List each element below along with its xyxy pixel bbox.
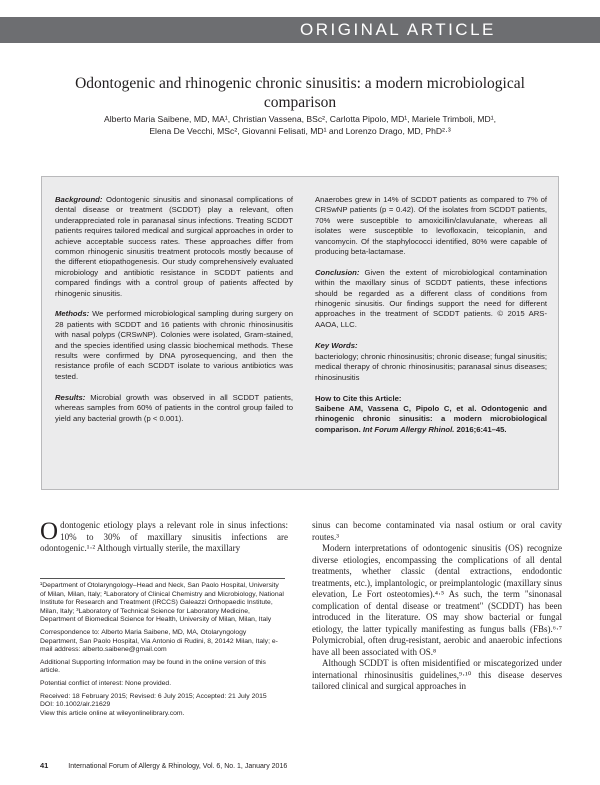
author-list [40, 113, 560, 137]
body-left-column [40, 520, 288, 555]
body-paragraph-3: Although SCDDT is often misidentified or miscategorized under international rhinosinusitis guidelines,⁹·¹⁰ this disease deserves tailored clinical and surgical approaches in [312, 658, 562, 691]
body-paragraph-2: Modern interpretations of odontogenic sinusitis (OS) recognize diverse etiologies, encompassing the complications of all dental treatments, whether classic (dental extractions, endodontic treatments, etc.), implantologic, or preimplantologic (maxillary sinus elevation, Le Fort osteotomies).⁴·⁵ As such, the term "sinonasal complication of dental disease or treatment" (SCDDT) has been introduced in the literature. OS may show bacterial or fungal etiology, the latter typically manifesting as fungus balls (FBs).⁶·⁷ Polymicrobial, often drug-resistant, aerobic and anaerobic infections have all been associated with OS.⁸ [312, 543, 562, 657]
correspondence: Correspondence to: Alberto Maria Saibene, MD, MA, Otolaryngology Department, San Paolo Hospital, Via Antonio di Rudini, 8, 20142 Milan, Italy; e-mail address: alberto.saibene@gmail.com [40, 628, 278, 654]
intro-text: dontogenic etiology plays a relevant role in sinus infections: 10% to 30% of maxillary sinusitis infections are odontogenic.¹·² Although virtually sterile, the maxillary [40, 520, 288, 553]
author-line-2: Elena De Vecchi, MSc², Giovanni Felisati, MD¹ and Lorenzo Drago, MD, PhD²·³ [149, 126, 451, 136]
body-paragraph-1: sinus can become contaminated via nasal ostium or oral cavity routes.³ [312, 520, 562, 542]
body-right-column [312, 520, 562, 693]
footnotes [40, 578, 285, 718]
intro-paragraph [40, 520, 288, 555]
cite-tail: 2016;6:41–45. [456, 424, 507, 434]
keywords-text: bacteriology; chronic rhinosinusitis; chronic disease; fungal sinusitis; medical therapy of chronic rhinosinusitis; paranasal sinus diseases; rhinosinusitis [315, 352, 547, 382]
results-text: Microbial growth was observed in all SCDDT patients, whereas samples from 60% of patients in the control group failed to yield any bacterial growth (p < 0.001). [55, 392, 293, 423]
conflict-of-interest: Potential conflict of interest: None provided. [40, 679, 172, 687]
journal-info: International Forum of Allergy & Rhinology, Vol. 6, No. 1, January 2016 [68, 763, 288, 770]
abstract-conclusion [315, 268, 547, 330]
abstract-methods [55, 309, 293, 382]
doi: DOI: 10.1002/alr.21629 [40, 701, 111, 709]
abstract-left-column [55, 195, 293, 434]
page-footer [40, 761, 560, 770]
cite-text: Saibene AM, Vassena C, Pipolo C, et al. Odontogenic and rhinogenic chronic sinusitis: a modern microbiological comparison. [315, 404, 547, 434]
citation [315, 404, 547, 435]
results-label: Results: [55, 392, 86, 402]
background-text: Odontogenic sinusitis and sinonasal complications of dental disease or treatment (SCDDT) play a relevant, often underappreciated role in paranasal sinus infections. Treating SCDDT patients requires tailored medical and surgical approaches in order to achieve acceptable success rates. These approaches differ from common rhinogenic sinusitis treatment protocols mostly because of the different etiopathogenesis. Our study comprehensively evaluated microbiology and antibiotic resistance in SCDDT patients and compared findings with a control group of patients affected by rhinogenic sinusitis. [55, 195, 293, 298]
abstract-background [55, 195, 293, 299]
keywords-label: Key Words: [315, 340, 358, 350]
conclusion-label: Conclusion: [315, 267, 360, 277]
cite-journal: Int Forum Allergy Rhinol. [362, 424, 455, 434]
abstract-right-column [315, 195, 547, 446]
online-link: View this article online at wileyonlinelibrary.com. [40, 709, 185, 717]
author-line-1: Alberto Maria Saibene, MD, MA¹, Christian Vassena, BSc², Carlotta Pipolo, MD¹, Mariele Trimboli, MD¹, [104, 114, 496, 124]
page-number: 41 [40, 761, 49, 770]
abstract-results-continued: Anaerobes grew in 14% of SCDDT patients as compared to 7% of CRSwNP patients (p = 0.42). Of the isolates from SCDDT patients, 70% were susceptible to amoxicillin/clavulanate, whereas all isolates were susceptible to levofloxacin, teicoplanin, and vancomycin. Of the staphylococci identified, 80% were capable of producing beta-lactamase. [315, 195, 547, 257]
methods-text: We performed microbiological sampling during surgery on 28 patients with SCDDT and 16 patients with chronic rhinosinusitis with nasal polyps (CRSwNP). Colonies were isolated, Gram-stained, and the species identified using classic biochemical methods. These results were confirmed by DNA pyrosequencing, and then the resistance profile of each SCDDT isolate to various antibiotics was tested. [55, 309, 293, 381]
cite-label: How to Cite this Article: [315, 393, 402, 403]
background-label: Background: [55, 195, 103, 204]
methods-label: Methods: [55, 309, 90, 319]
article-type-banner [0, 17, 600, 43]
received-dates: Received: 18 February 2015; Revised: 6 July 2015; Accepted: 21 July 2015 [40, 692, 267, 700]
supporting-info: Additional Supporting Information may be found in the online version of this article. [40, 658, 266, 675]
drop-cap: O [40, 518, 59, 545]
article-title: Odontogenic and rhinogenic chronic sinusitis: a modern microbiological comparison [75, 75, 525, 111]
conclusion-text: Given the extent of microbiological contamination within the maxillary sinus of SCDDT patients, these infections should be regarded as a different class of conditions from rhinogenic sinusitis. Our findings support the need for different approaches in the treatment of SCDDT patients. © 2015 ARS-AAOA, LLC. [315, 267, 547, 329]
abstract-box [41, 176, 559, 490]
article-type-label: ORIGINAL ARTICLE [300, 20, 496, 39]
affiliations: ¹Department of Otolaryngology–Head and Neck, San Paolo Hospital, University of Milan, Milan, Italy; ²Laboratory of Clinical Chemistry and Microbiology, National Institute for Research and Treatment (IRCCS) Galeazzi Orthopaedic Institute, Milan, Italy; ³Laboratory of Technical Science for Laboratory Medicine, Department of Biomedical Science for Health, University of Milan, Milan, Italy [40, 582, 284, 624]
abstract-results [55, 393, 293, 424]
